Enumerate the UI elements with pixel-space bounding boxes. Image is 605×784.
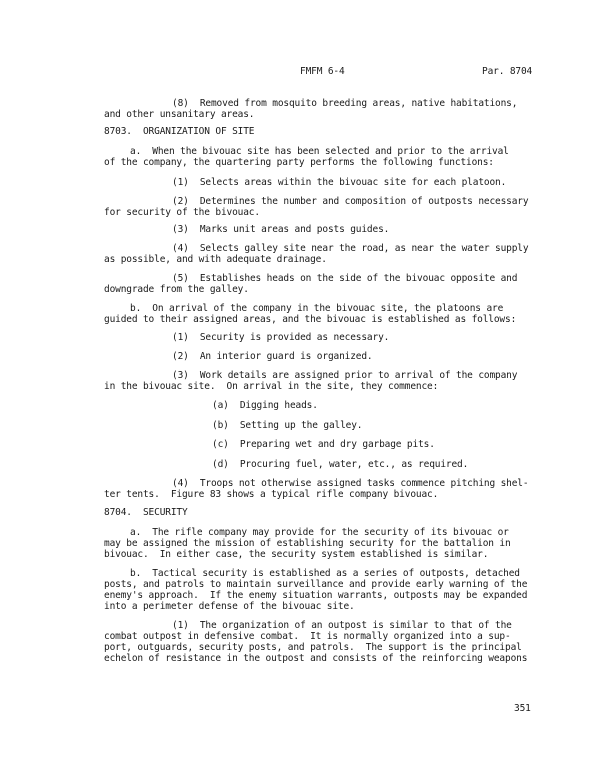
security-para-b-line: into a perimeter defense of the bivouac site. <box>104 601 355 612</box>
para-a4-line: (4) Selects galley site near the road, as near the water supply <box>172 243 529 254</box>
para-b3-line: in the bivouac site. On arrival in the site, they commence: <box>104 381 439 392</box>
para-a-line: of the company, the quartering party performs the following functions: <box>104 157 494 168</box>
para-b1: (1) Security is provided as necessary. <box>172 332 390 343</box>
para-b-line: b. On arrival of the company in the bivouac site, the platoons are <box>130 303 504 314</box>
para-a4-line: as possible, and with adequate drainage. <box>104 254 327 265</box>
para-a5-line: downgrade from the galley. <box>104 284 249 295</box>
para-b-line: guided to their assigned areas, and the bivouac is established as follows: <box>104 314 517 325</box>
para-b4-line: (4) Troops not otherwise assigned tasks commence pitching shel- <box>172 478 529 489</box>
document-id: FMFM 6-4 <box>300 66 345 77</box>
security-para-b1-line: combat outpost in defensive combat. It is normally organized into a sup- <box>104 631 511 642</box>
para-a2-line: for security of the bivouac. <box>104 207 260 218</box>
para-b3d: (d) Procuring fuel, water, etc., as required. <box>212 459 469 470</box>
paragraph-ref: Par. 8704 <box>482 66 533 77</box>
para-b4-line: ter tents. Figure 83 shows a typical rifle company bivouac. <box>104 489 439 500</box>
page-number: 351 <box>514 703 531 714</box>
para-a2-line: (2) Determines the number and composition of outposts necessary <box>172 196 529 207</box>
security-para-a-line: a. The rifle company may provide for the security of its bivouac or <box>130 527 509 538</box>
para-8-line: and other unsanitary areas. <box>104 109 255 120</box>
para-a1: (1) Selects areas within the bivouac site for each platoon. <box>172 177 507 188</box>
para-b3c: (c) Preparing wet and dry garbage pits. <box>212 439 435 450</box>
para-a3: (3) Marks unit areas and posts guides. <box>172 224 390 235</box>
security-para-b1-line: echelon of resistance in the outpost and consists of the reinforcing weapons <box>104 653 528 664</box>
para-b2: (2) An interior guard is organized. <box>172 351 373 362</box>
para-a5-line: (5) Establishes heads on the side of the bivouac opposite and <box>172 273 518 284</box>
section-heading-8704: 8704. SECURITY <box>104 507 188 518</box>
security-para-b-line: posts, and patrols to maintain surveillance and provide early warning of the <box>104 579 528 590</box>
security-para-b-line: enemy's approach. If the enemy situation warrants, outposts may be expanded <box>104 590 528 601</box>
para-8-line: (8) Removed from mosquito breeding areas, native habitations, <box>172 98 518 109</box>
security-para-b-line: b. Tactical security is established as a series of outposts, detached <box>130 568 520 579</box>
security-para-a-line: bivouac. In either case, the security system established is similar. <box>104 549 489 560</box>
security-para-b1-line: (1) The organization of an outpost is similar to that of the <box>172 620 512 631</box>
para-b3b: (b) Setting up the galley. <box>212 420 363 431</box>
para-b3a: (a) Digging heads. <box>212 400 318 411</box>
security-para-a-line: may be assigned the mission of establishing security for the battalion in <box>104 538 511 549</box>
security-para-b1-line: port, outguards, security posts, and patrols. The support is the principal <box>104 642 522 653</box>
para-a-line: a. When the bivouac site has been selected and prior to the arrival <box>130 146 509 157</box>
para-b3-line: (3) Work details are assigned prior to arrival of the company <box>172 370 518 381</box>
section-heading-8703: 8703. ORGANIZATION OF SITE <box>104 126 255 137</box>
